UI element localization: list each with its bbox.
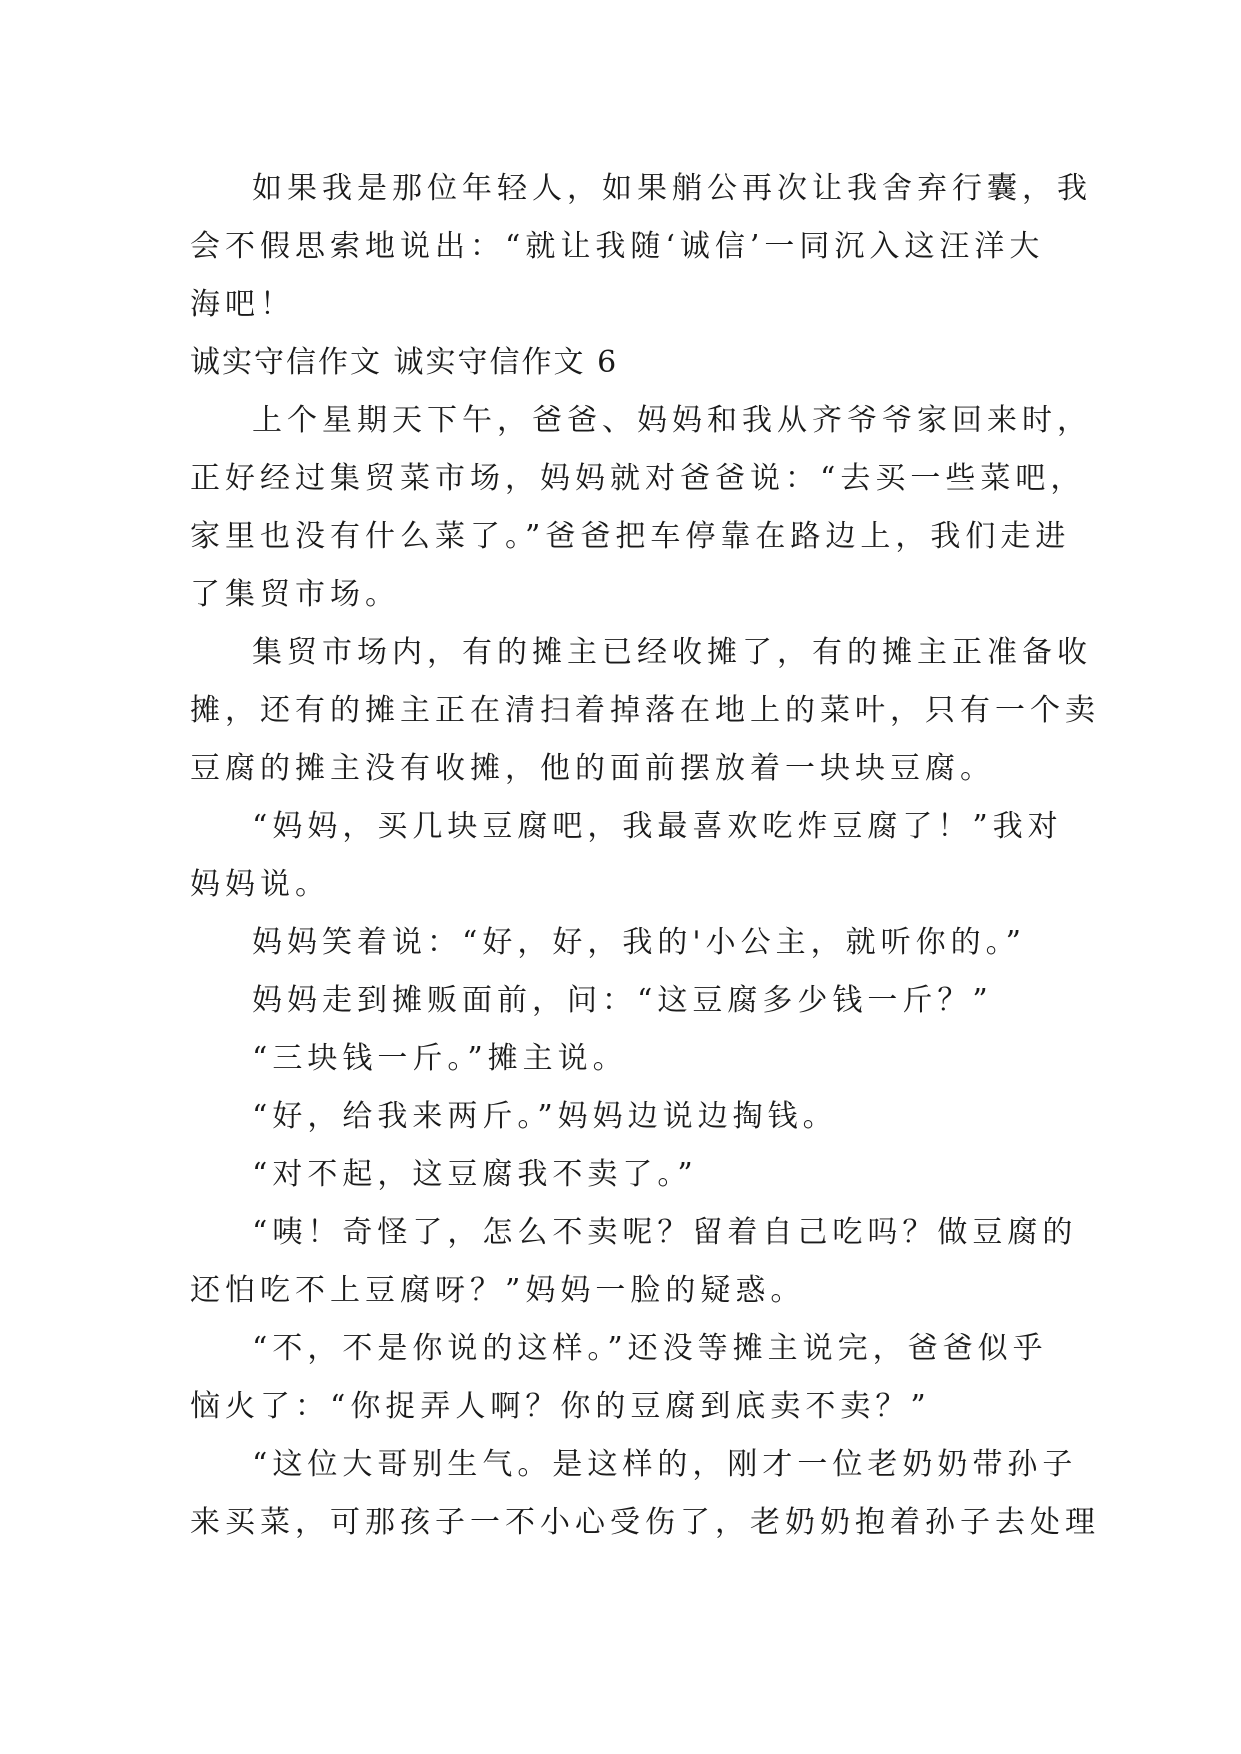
paragraph-line: 家里也没有什么菜了。”爸爸把车停靠在路边上，我们走进 bbox=[190, 519, 1071, 554]
paragraph-line: 妈妈笑着说：“好，好，我的'小公主，就听你的。” bbox=[252, 925, 1026, 960]
paragraph-line: “好，给我来两斤。”妈妈边说边掏钱。 bbox=[252, 1099, 838, 1134]
paragraph-line: 妈妈走到摊贩面前，问：“这豆腐多少钱一斤？” bbox=[252, 983, 993, 1018]
paragraph-line: 恼火了：“你捉弄人啊？你的豆腐到底卖不卖？” bbox=[190, 1389, 931, 1424]
paragraph-line: “不，不是你说的这样。”还没等摊主说完，爸爸似乎 bbox=[252, 1331, 1048, 1366]
paragraph-line: 摊，还有的摊主正在清扫着掉落在地上的菜叶，只有一个卖 bbox=[190, 693, 1100, 728]
paragraph-line: 会不假思索地说出：“就让我随‘诚信’一同沉入这汪洋大 bbox=[190, 229, 1045, 264]
section-heading: 诚实守信作文 诚实守信作文 6 bbox=[190, 345, 619, 380]
paragraph-line: “妈妈，买几块豆腐吧，我最喜欢吃炸豆腐了！”我对 bbox=[252, 809, 1063, 844]
paragraph-line: 正好经过集贸菜市场，妈妈就对爸爸说：“去买一些菜吧， bbox=[190, 461, 1086, 496]
paragraph-line: “这位大哥别生气。是这样的，刚才一位老奶奶带孙子 bbox=[252, 1447, 1078, 1482]
paragraph-line: “咦！奇怪了，怎么不卖呢？留着自己吃吗？做豆腐的 bbox=[252, 1215, 1078, 1250]
paragraph-line: “对不起，这豆腐我不卖了。” bbox=[252, 1157, 698, 1192]
document-body bbox=[190, 160, 1100, 1552]
paragraph-line: 如果我是那位年轻人，如果艄公再次让我舍弃行囊，我 bbox=[252, 171, 1092, 206]
paragraph-line: 集贸市场内，有的摊主已经收摊了，有的摊主正准备收 bbox=[252, 635, 1092, 670]
paragraph-line: 妈妈说。 bbox=[190, 867, 330, 902]
paragraph-line: 了集贸市场。 bbox=[190, 577, 400, 612]
paragraph-line: “三块钱一斤。”摊主说。 bbox=[252, 1041, 628, 1076]
paragraph-line: 海吧！ bbox=[190, 287, 295, 322]
paragraph-line: 上个星期天下午，爸爸、妈妈和我从齐爷爷家回来时， bbox=[252, 403, 1092, 438]
paragraph-line: 豆腐的摊主没有收摊，他的面前摆放着一块块豆腐。 bbox=[190, 751, 995, 786]
paragraph-line: 来买菜，可那孩子一不小心受伤了，老奶奶抱着孙子去处理 bbox=[190, 1505, 1100, 1540]
paragraph-line: 还怕吃不上豆腐呀？”妈妈一脸的疑惑。 bbox=[190, 1273, 806, 1308]
